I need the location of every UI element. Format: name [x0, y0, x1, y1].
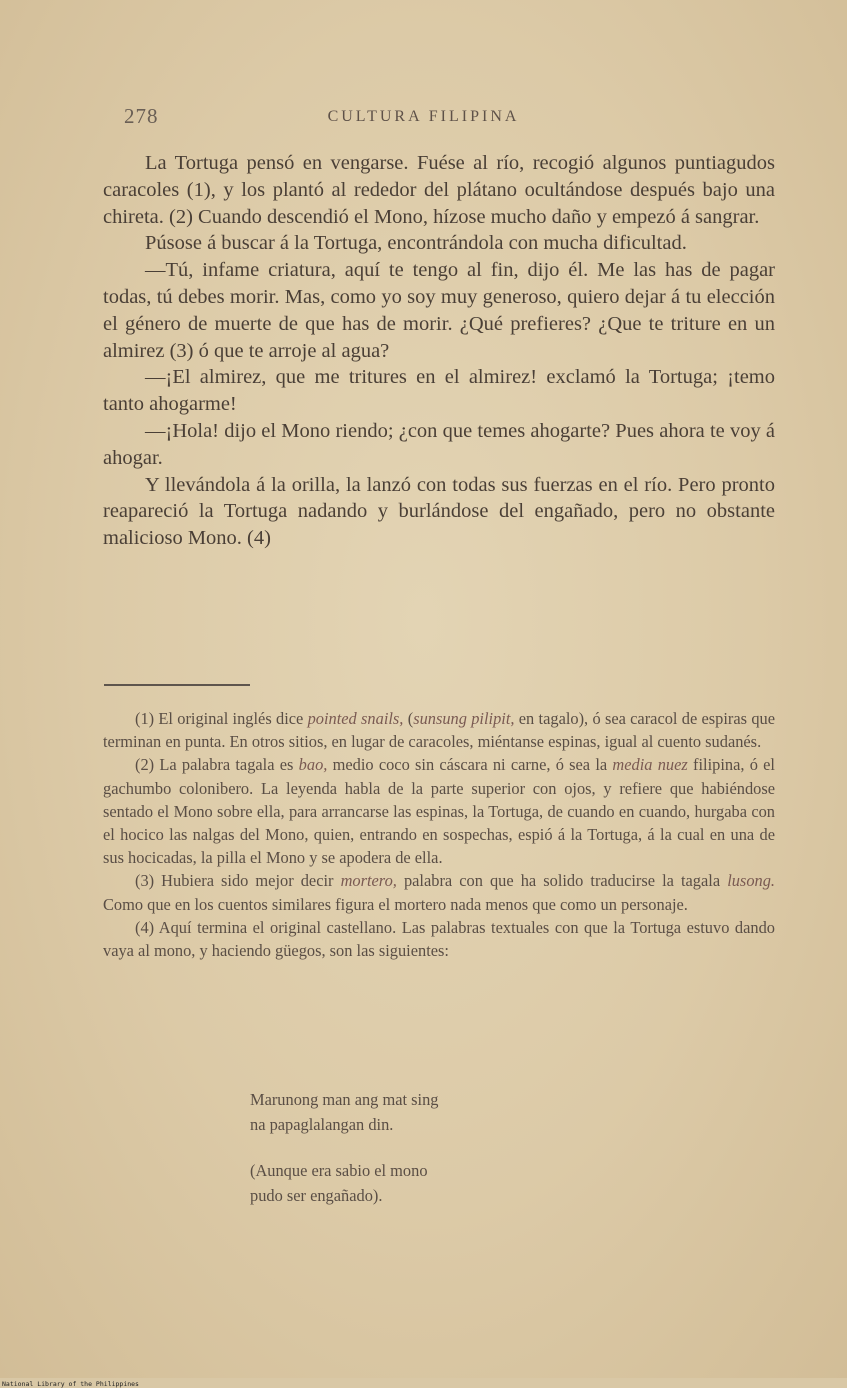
verse-line: na papaglalangan din. [250, 1114, 394, 1134]
library-credit: National Library of the Philippines [2, 1380, 139, 1388]
footnote-3: (3) Hubiera sido mejor decir mortero, palabra con que ha solido traducirse la tagala lusong. Como que en los cuentos similares figura el mortero nada menos que como un personaje. [103, 871, 775, 914]
paragraph: La Tortuga pensó en vengarse. Fuése al río, recogió algunos puntiagudos caracoles (1), y los plantó al rededor del plátano ocultándose después bajo una chireta. (2) Cuando descendió el Mono, hízose mucho daño y empezó á sangrar. [103, 152, 775, 228]
page-header [0, 104, 847, 134]
paragraph: —¡El almirez, que me tritures en el almirez! exclamó la Tortuga; ¡temo tanto ahogarme! [103, 366, 775, 416]
paragraph: Y llevándola á la orilla, la lanzó con todas sus fuerzas en el río. Pero pronto reapareció la Tortuga nadando y burlándose del engañado, pero no obstante malicioso Mono. (4) [103, 473, 775, 550]
footnote-1: (1) El original inglés dice pointed snails, (sunsung pilipit, en tagalo), ó sea caracol de espiras que terminan en punta. En otros sitios, en lugar de caracoles, miéntanse espinas, igual al cuento sudanés. [103, 709, 776, 752]
footnote-2: (2) La palabra tagala es bao, medio coco sin cáscara ni carne, ó sea la media nuez filipina, ó el gachumbo colonibero. La leyenda habla de la parte superior con ojos, y refiere que habiéndose sentado el Mono sobre ella, para arrancarse las espinas, la Tortuga, de cuando en cuando, hurgaba con el hocico las nalgas del Mono, quien, entrando en sospechas, espió á la Tortuga, á la cual en una de sus hocicadas, la pilla el Mono y se apodera de ella. [103, 755, 775, 868]
footnote-4: (4) Aquí termina el original castellano. Las palabras textuales con que la Tortuga estuvo dando vaya al mono, y haciendo güegos, son las siguientes: [103, 917, 775, 961]
verse-quote [250, 1088, 670, 1208]
paragraph: —¡Hola! dijo el Mono riendo; ¿con que temes ahogarte? Pues ahora te voy á ahogar. [103, 419, 775, 469]
paragraph: —Tú, infame criatura, aquí te tengo al fin, dijo él. Me las has de pagar todas, tú debes morir. Mas, como yo soy muy generoso, quiero dejar á tu elección el género de muerte de que has de morir. ¿Qué prefieres? ¿Que te triture en un almirez (3) ó que te arroje al agua? [103, 259, 775, 362]
verse-translation-line: pudo ser engañado). [250, 1185, 383, 1205]
page-number: 278 [124, 104, 159, 128]
footnotes [103, 707, 775, 962]
footnote-divider [104, 684, 250, 686]
main-text [103, 150, 775, 552]
paragraph: Púsose á buscar á la Tortuga, encontrándola con mucha dificultad. [145, 232, 687, 255]
verse-line: Marunong man ang mat sing [250, 1090, 439, 1109]
verse-translation-line: (Aunque era sabio el mono [250, 1161, 428, 1180]
running-title: CULTURA FILIPINA [327, 108, 520, 125]
